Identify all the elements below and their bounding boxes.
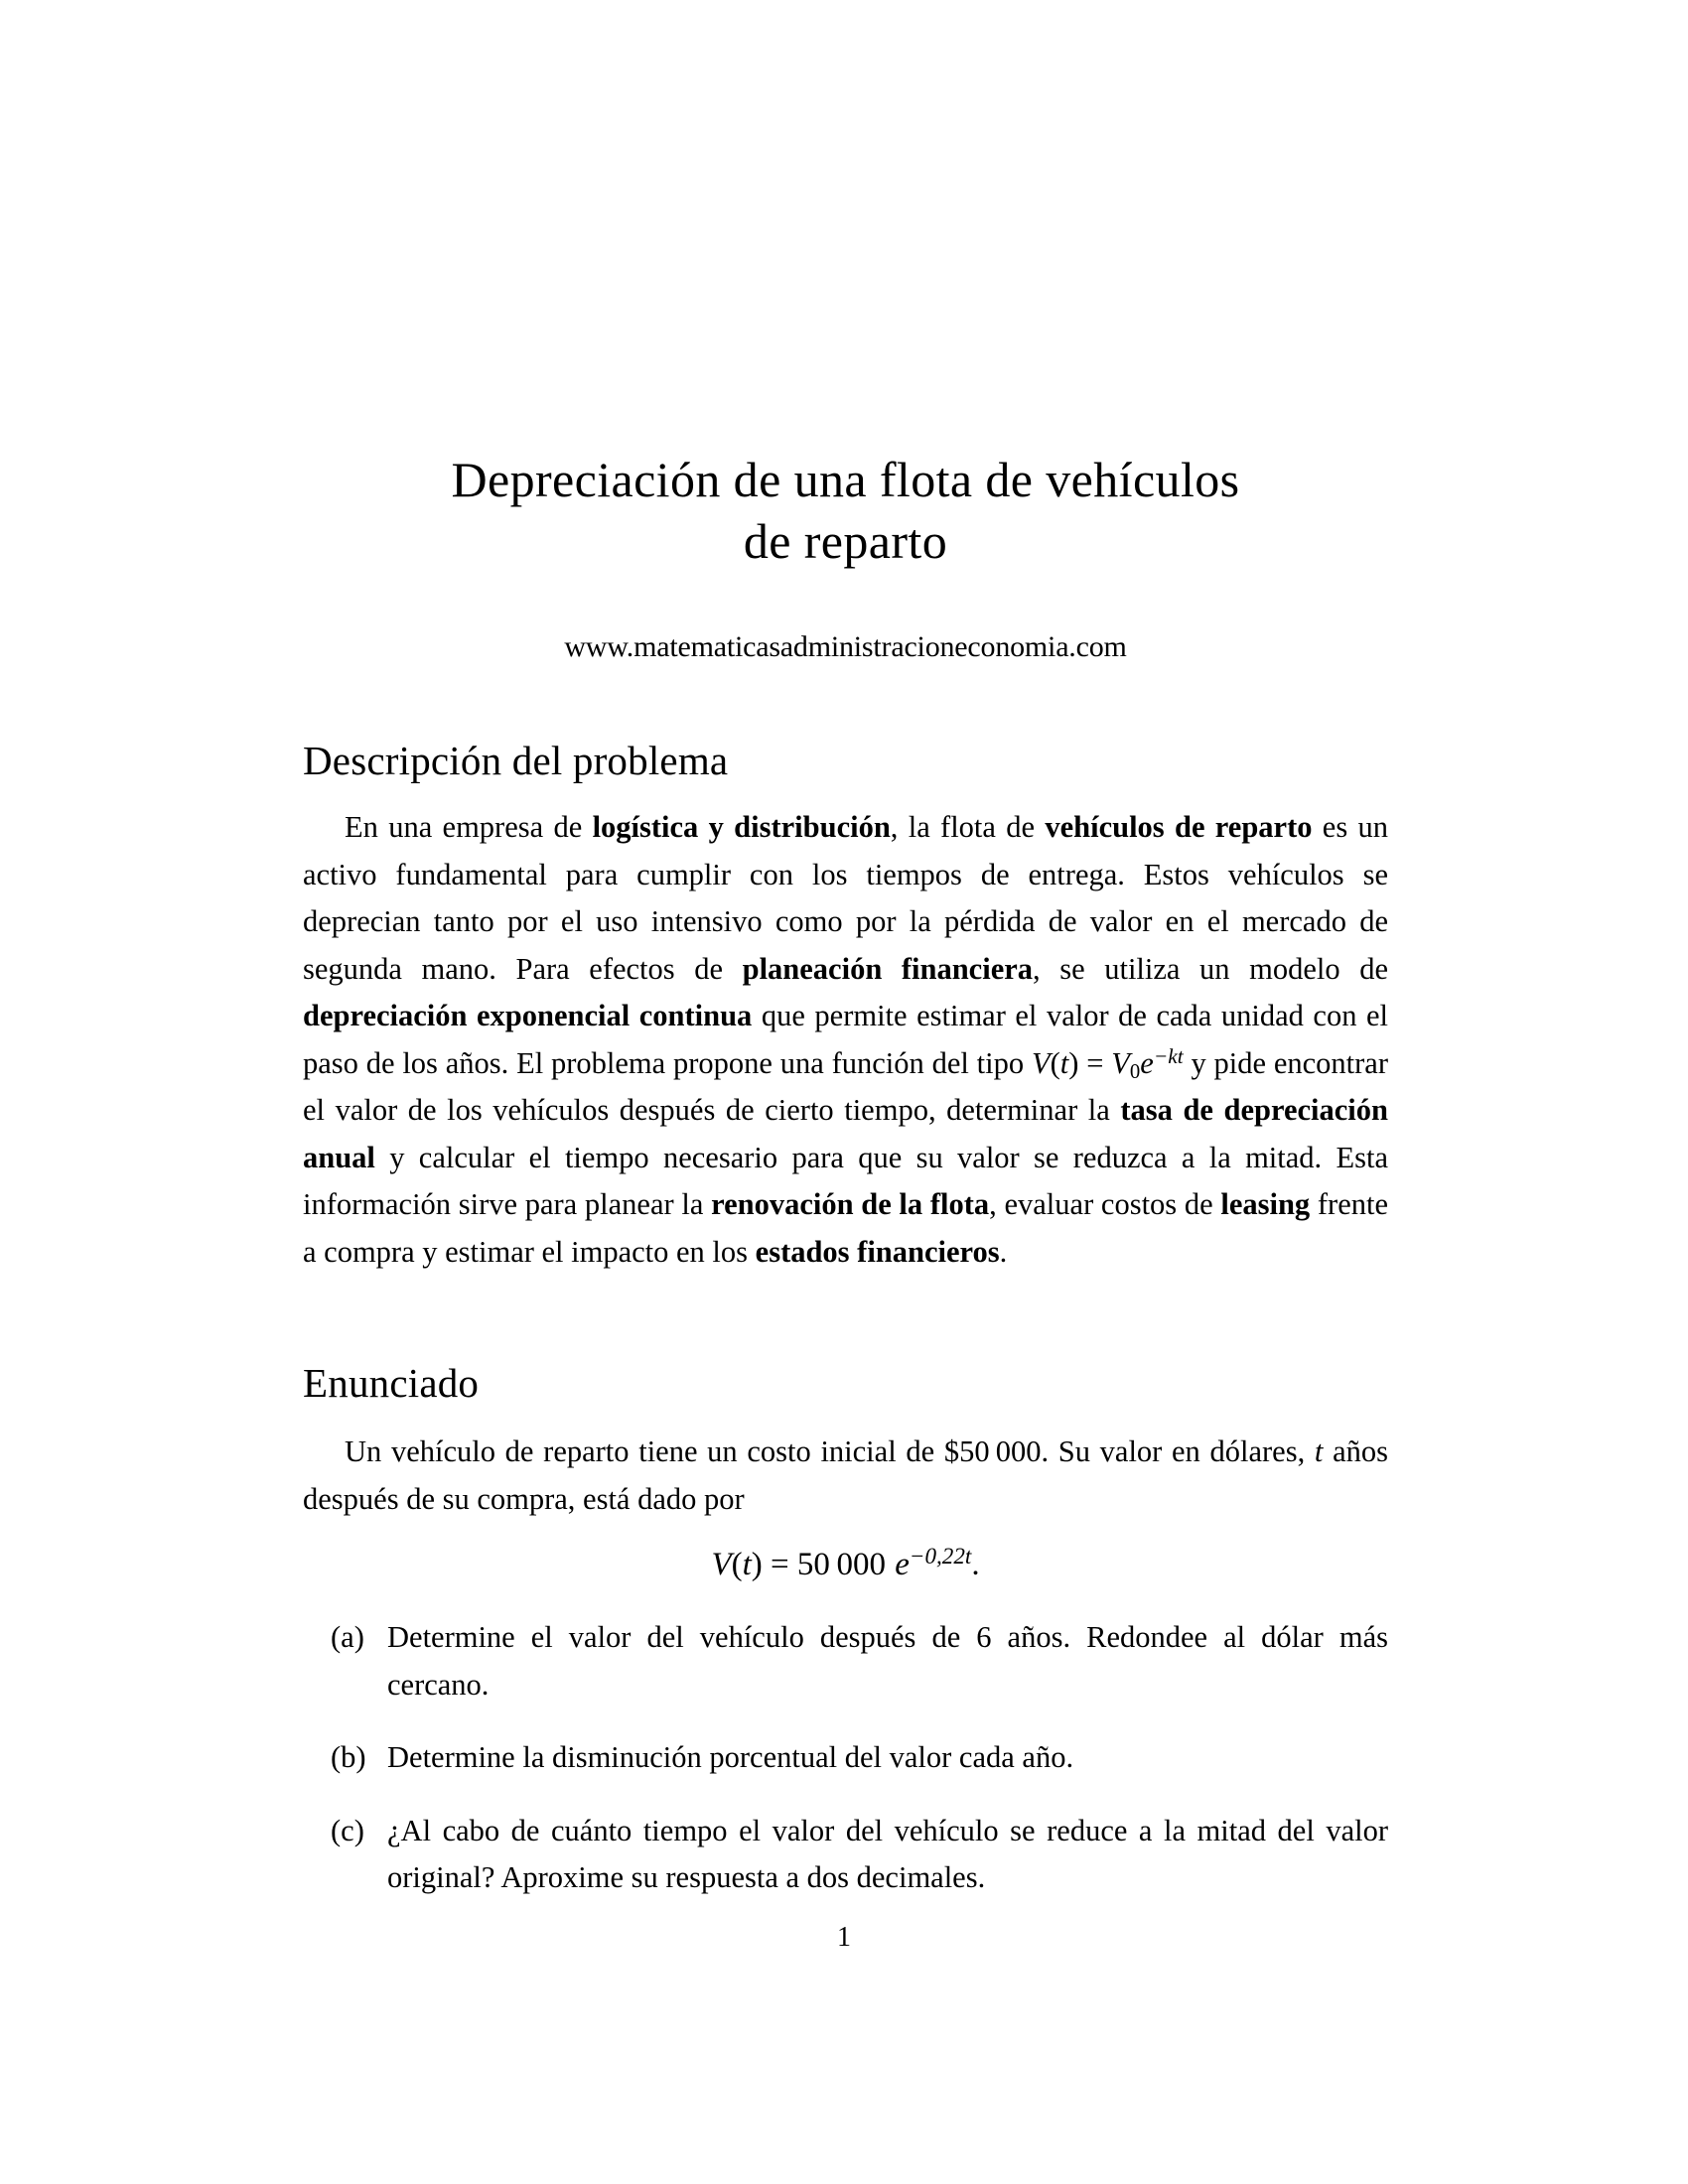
page-title: [303, 449, 1388, 572]
desc-text-5: que permite estimar el valor de cada unidad con el paso de los años. El problema propone una función del tipo: [303, 999, 1388, 1080]
desc-bold-4: depreciación exponencial continua: [303, 999, 753, 1032]
desc-bold-1: logística y distribución: [592, 810, 891, 844]
equation-lhs-arg: (: [731, 1547, 743, 1582]
paragraph-descripcion: [303, 804, 1388, 1276]
equation-coefficient-1: 50: [796, 1547, 830, 1582]
inline-formula-general: $V(t) = V_0e^{-kt}$: [1031, 1043, 1184, 1083]
list-item: [303, 1808, 1388, 1902]
desc-text-10: .: [999, 1234, 1008, 1269]
desc-text-3: es un activo fundamental para cumplir con los tiempos de entrega. Estos vehículos se deprecian tanto por el uso intensivo como por la pérdida de valor en el mercado de segunda mano. Para efectos de: [303, 810, 1389, 986]
equation-value-function: [711, 1542, 980, 1582]
title-block: [303, 449, 1388, 665]
list-item-label: (b): [331, 1740, 366, 1774]
desc-text-4: , se utiliza un modelo de: [1033, 951, 1388, 986]
paragraph-enunciado: [303, 1429, 1388, 1523]
desc-text-2: , la flota de: [890, 810, 1046, 844]
equation-lhs-func: V: [711, 1547, 732, 1582]
list-item-text: Determine la disminución porcentual del valor cada año.: [387, 1740, 1074, 1774]
display-equation: [303, 1539, 1388, 1590]
desc-bold-8: estados financieros: [755, 1234, 1000, 1269]
list-item-label: (a): [331, 1620, 364, 1654]
section-heading-descripcion: Descripción del problema: [303, 738, 729, 783]
equation-base: e: [895, 1547, 910, 1582]
section-heading-enunciado: Enunciado: [303, 1360, 480, 1406]
list-item: [303, 1734, 1388, 1782]
desc-bold-3: planeación financiera: [742, 951, 1034, 986]
variable-t: t: [1314, 1434, 1324, 1468]
desc-bold-5: tasa de depreciación anual: [303, 1093, 1388, 1174]
equation-exponent: −0,22t: [909, 1542, 972, 1569]
desc-text-7: y calcular el tiempo necesario para que su valor se reduzca a la mitad. Esta información sirve para planear la: [303, 1140, 1388, 1221]
desc-bold-2: vehículos de reparto: [1045, 810, 1313, 844]
list-item: [303, 1614, 1388, 1708]
title-line-2: de reparto: [743, 513, 948, 569]
enunciado-text-1: Un vehículo de reparto tiene un costo inicial de $50: [345, 1434, 990, 1468]
enunciado-text-2: 000. Su valor en dólares,: [995, 1434, 1315, 1468]
equation-lhs-var: t: [742, 1547, 752, 1582]
desc-text-9: frente a compra y estimar el impacto en los: [303, 1187, 1388, 1269]
desc-text-1: En una empresa de: [345, 810, 593, 844]
enunciado-text-3: años después de su compra, está dado por: [303, 1434, 1388, 1516]
desc-text-8: , evaluar costos de: [989, 1187, 1221, 1221]
list-item-label: (c): [331, 1813, 364, 1847]
title-line-1: Depreciación de una flota de vehículos: [451, 452, 1240, 507]
equation-terminator: .: [971, 1547, 980, 1582]
desc-bold-6: renovación de la flota: [711, 1187, 990, 1221]
desc-text-6: y pide encontrar el valor de los vehículos después de cierto tiempo, determinar la: [303, 1045, 1389, 1127]
equation-equals: =: [762, 1547, 797, 1582]
question-list: [303, 1614, 1388, 1902]
source-url: www.matematicasadministracioneconomia.com: [564, 630, 1127, 663]
list-item-text: Determine el valor del vehículo después de 6 años. Redondee al dólar más cercano.: [387, 1620, 1388, 1702]
equation-coefficient-2: 000: [836, 1547, 886, 1582]
desc-bold-7: leasing: [1220, 1187, 1311, 1221]
list-item-text: ¿Al cabo de cuánto tiempo el valor del vehículo se reduce a la mitad del valor original? Aproxime su respuesta a dos decimales.: [387, 1813, 1388, 1894]
equation-lhs-arg-close: ): [751, 1547, 763, 1582]
page-content: [303, 0, 1388, 1902]
page-number: 1: [837, 1922, 851, 1953]
